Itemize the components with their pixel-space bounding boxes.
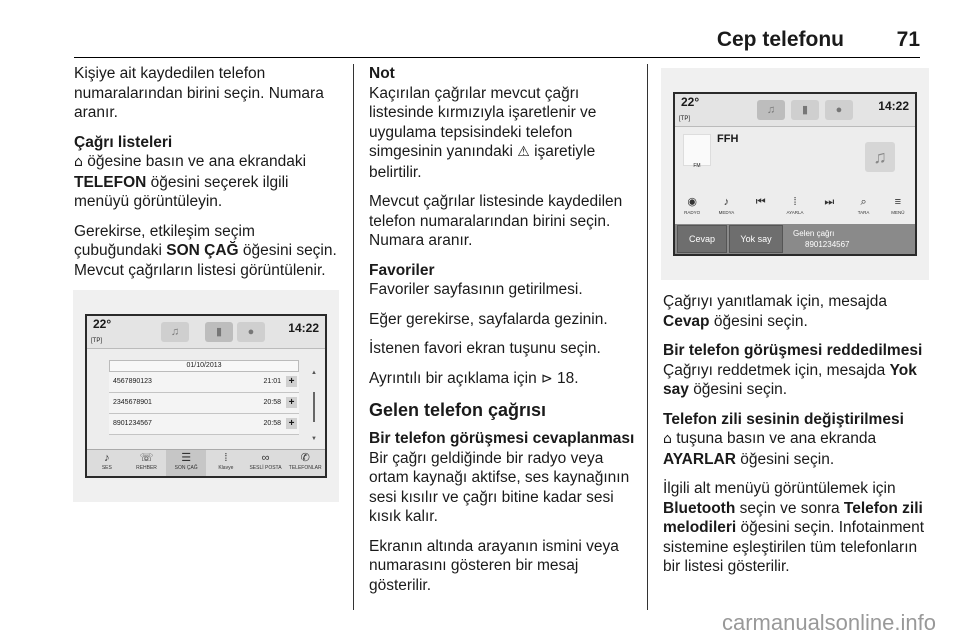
favorites-step-3: İstenen favori ekran tuşunu seçin.: [369, 340, 601, 357]
answer-paragraph: Bir çağrı geldiğinde bir radyo veya ortam kaynağı aktifse, ses kaynağının sesi kısılır ve çağrı bitine kadar sesi kısık kalır.: [369, 449, 630, 525]
column-divider-1: [353, 64, 354, 610]
menu-button[interactable]: ≡ MENÜ: [881, 194, 915, 216]
music-icon[interactable]: ♫: [161, 322, 189, 342]
next-icon: ⏭: [824, 196, 835, 208]
temperature: 22°: [93, 317, 112, 331]
reject-instruction: Çağrıyı reddetmek için, mesajda Yok say öğesini seçin.: [663, 361, 917, 398]
heading-incoming-call: Gelen telefon çağrısı: [369, 400, 547, 420]
phone-icon[interactable]: ▮: [205, 322, 233, 342]
column-1: [74, 64, 338, 502]
temperature: 22°: [681, 95, 700, 109]
tab-ses[interactable]: ♪ SES: [87, 450, 127, 476]
infotainment-screen: [673, 92, 917, 256]
tp-indicator: [TP]: [91, 338, 103, 344]
info-icon[interactable]: ●: [237, 322, 265, 342]
note-text: Kaçırılan çağrılar mevcut çağrı listesinde kırmızıyla işaretlenir ve uygulama tepsisindeki telefon simgesinin yanındaki ⚠ işaretiyle belirtilir.: [369, 84, 597, 181]
tab-phones[interactable]: ✆ TELEFONLAR: [285, 450, 325, 476]
radio-button[interactable]: ◉ RADYO: [675, 194, 709, 216]
home-icon: ⌂: [663, 431, 672, 447]
reject-button[interactable]: Yok say: [729, 225, 783, 253]
column-divider-2: [647, 64, 648, 610]
phones-icon: ✆: [300, 452, 310, 464]
status-bar: [675, 94, 915, 127]
previous-icon: ⏮: [755, 196, 766, 208]
caller-info: [793, 228, 850, 250]
album-art-icon: ♫: [865, 142, 895, 172]
header-rule: [74, 57, 920, 58]
call-row[interactable]: 8901234567 20:58 +: [109, 414, 299, 435]
menu-icon: ≡: [894, 196, 902, 208]
phone-icon[interactable]: ▮: [791, 100, 819, 120]
media-button[interactable]: ♪ MEDYA: [709, 194, 743, 216]
section-title: Cep telefonu: [716, 28, 844, 51]
keypad-icon: ⁞: [793, 196, 797, 208]
next-button[interactable]: [812, 194, 846, 216]
fm-band-button[interactable]: FM: [683, 134, 711, 166]
favorites-step-2: Eğer gerekirse, sayfalarda gezinin.: [369, 310, 608, 328]
warning-icon: ⚠: [517, 144, 530, 160]
incoming-call-bar: [675, 224, 915, 254]
list-scrollbar[interactable]: ▲ ▼: [311, 370, 317, 442]
previous-button[interactable]: [744, 194, 778, 216]
voicemail-icon: ∞: [261, 452, 270, 464]
tab-keypad[interactable]: ⁞ Klavye: [206, 450, 246, 476]
ringtone-step-1: ⌂ tuşuna basın ve ana ekranda AYARLAR öğesini seçin.: [663, 430, 877, 468]
favorites-step-1: Favoriler sayfasının getirilmesi.: [369, 281, 583, 298]
status-bar: [87, 316, 325, 349]
heading-reject-call: Bir telefon görüşmesi reddedilmesi: [663, 342, 923, 359]
heading-ringtone: Telefon zili sesinin değiştirilmesi: [663, 410, 904, 428]
incoming-call-screenshot: [661, 68, 929, 280]
ringtone-step-2: İlgili alt menüyü görüntülemek için Bluetooth seçin ve sonra Telefon zili melodileri öğesini seçin. Infotainment sistemine eşleştirilen tüm telefonların bir listesi gösterilir.: [663, 480, 925, 575]
tp-indicator: [TP]: [679, 116, 691, 122]
column-3: [663, 64, 929, 587]
tab-son-cag[interactable]: ☰ SON ÇAĞ: [166, 450, 206, 476]
station-name: FFH: [717, 133, 739, 145]
intro-paragraph: Kişiye ait kaydedilen telefon numaralarından birini seçin. Numara aranır.: [74, 65, 324, 121]
favorites-step-4: Ayrıntılı bir açıklama için ⊳ 18.: [369, 369, 579, 387]
tab-voicemail[interactable]: ∞ SESLİ POSTA: [246, 450, 286, 476]
tune-button[interactable]: ⁞ AYARLA: [778, 194, 812, 216]
music-icon[interactable]: ♫: [757, 100, 785, 120]
recent-call-list: [109, 360, 299, 435]
page-number: 71: [896, 28, 920, 51]
add-icon[interactable]: +: [286, 397, 297, 408]
home-icon: ⌂: [74, 154, 83, 170]
list-date: 01/10/2013: [109, 360, 299, 372]
caller-label: Gelen çağrı: [793, 229, 835, 238]
heading-call-lists: Çağrı listeleri: [74, 133, 173, 151]
add-icon[interactable]: +: [286, 376, 297, 387]
clock: 14:22: [878, 99, 909, 113]
heading-favorites: Favoriler: [369, 261, 435, 279]
sound-icon: ♪: [104, 452, 110, 464]
add-icon[interactable]: +: [286, 418, 297, 429]
call-list-screenshot: [73, 290, 339, 502]
contacts-icon: ☏: [139, 452, 154, 464]
answer-button[interactable]: Cevap: [677, 225, 727, 253]
page-header: [74, 22, 920, 58]
note-heading: Not: [369, 65, 395, 82]
caller-number: 8901234567: [805, 240, 850, 249]
page-ref-icon: ⊳: [541, 370, 553, 387]
call-row[interactable]: 2345678901 20:58 +: [109, 393, 299, 414]
radio-icon: ◉: [687, 196, 697, 208]
interaction-bar: [87, 449, 325, 476]
note-icon: ♪: [723, 196, 730, 208]
recent-calls-paragraph: Gerekirse, etkileşim seçim çubuğundaki SON ÇAĞ öğesini seçin. Mevcut çağrıların listesi görüntülenir.: [74, 222, 337, 279]
infotainment-screen: [85, 314, 327, 478]
tab-rehber[interactable]: ☏ REHBER: [127, 450, 167, 476]
heading-answer-call: Bir telefon görüşmesi cevaplanması: [369, 430, 635, 447]
clock: 14:22: [288, 321, 319, 335]
scan-button[interactable]: ⌕ TARA: [846, 194, 880, 216]
select-number-paragraph: Mevcut çağrılar listesinde kaydedilen telefon numaralarından birini seçin. Numara aranır.: [369, 193, 623, 249]
display-paragraph: Ekranın altında arayanın ismini veya numarasını gösteren bir mesaj gösterilir.: [369, 537, 619, 594]
media-bar: [675, 194, 915, 216]
watermark: carmanualsonline.info: [721, 610, 936, 635]
answer-instruction: Çağrıyı yanıtlamak için, mesajda Cevap öğesini seçin.: [663, 293, 887, 330]
recent-calls-icon: ☰: [181, 452, 192, 464]
info-icon[interactable]: ●: [825, 100, 853, 120]
keypad-icon: ⁞: [224, 452, 228, 464]
call-lists-paragraph: ⌂ öğesine basın ve ana ekrandaki TELEFON öğesini seçerek ilgili menüyü görüntüleyin.: [74, 153, 307, 210]
call-row[interactable]: 4567890123 21:01 +: [109, 372, 299, 393]
search-icon: ⌕: [860, 196, 867, 208]
column-2: [369, 64, 635, 605]
